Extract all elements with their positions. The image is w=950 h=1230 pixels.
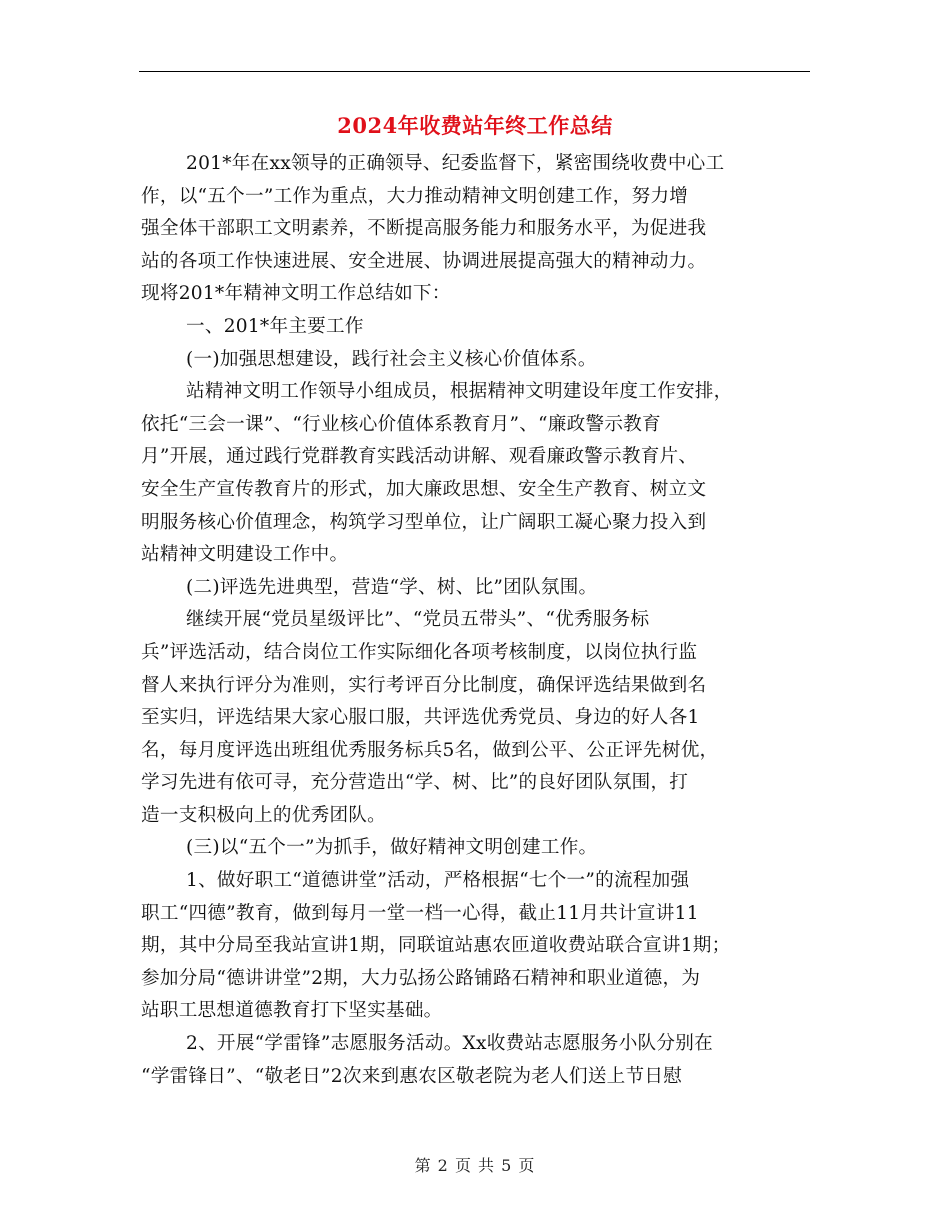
header-rule [139, 71, 810, 72]
paragraph-line: 学习先进有依可寻，充分营造出“学、树、比”的良好团队氛围，打 [141, 772, 689, 794]
document-title: 2024年收费站年终工作总结 [337, 113, 613, 138]
paragraph-line: 依托“三会一课”、“行业核心价值体系教育月”、“廉政警示教育 [141, 413, 661, 435]
paragraph-line: 现将201*年精神文明工作总结如下： [141, 283, 451, 305]
paragraph-line: 明服务核心价值理念，构筑学习型单位，让广阔职工凝心聚力投入到 [141, 511, 707, 533]
paragraph-line: 作，以“五个一”工作为重点，大力推动精神文明创建工作，努力增 [141, 185, 689, 207]
paragraph-line: 督人来执行评分为准则，实行考评百分比制度，确保评选结果做到名 [141, 674, 707, 696]
paragraph-line: 站的各项工作快速进展、安全进展、协调进展提高强大的精神动力。 [141, 250, 707, 272]
paragraph-line: 安全生产宣传教育片的形式，加大廉政思想、安全生产教育、树立文 [141, 478, 707, 500]
paragraph-line: 参加分局“德讲讲堂”2期，大力弘扬公路铺路石精神和职业道德，为 [141, 967, 701, 989]
paragraph-line: 站精神文明建设工作中。 [141, 544, 349, 566]
document-body [141, 148, 813, 1093]
paragraph-line: 强全体干部职工文明素养，不断提高服务能力和服务水平，为促进我 [141, 218, 707, 240]
paragraph-line: 2、开展“学雷锋”志愿服务活动。Xx收费站志愿服务小队分别在 [186, 1033, 713, 1055]
paragraph-line: 期，其中分局至我站宣讲1期，同联谊站惠农匝道收费站联合宣讲1期； [141, 935, 731, 957]
subsection-heading: (一)加强思想建设，践行社会主义核心价值体系。 [186, 348, 597, 370]
paragraph-line: 站精神文明工作领导小组成员，根据精神文明建设年度工作安排， [186, 381, 733, 403]
paragraph-line: 造一支积极向上的优秀团队。 [141, 804, 386, 826]
paragraph-line: 1、做好职工“道德讲堂”活动，严格根据“七个一”的流程加强 [186, 870, 690, 892]
paragraph-line: 站职工思想道德教育打下坚实基础。 [141, 1000, 443, 1022]
paragraph-line: “学雷锋日”、“敬老日”2次来到惠农区敬老院为老人们送上节日慰 [141, 1065, 683, 1087]
section-heading: 一、201*年主要工作 [186, 315, 364, 337]
page-number: 第 2 页 共 5 页 [414, 1156, 536, 1175]
paragraph-line: 月”开展，通过践行党群教育实践活动讲解、观看廉政警示教育片、 [141, 446, 698, 468]
paragraph-line: 继续开展“党员星级评比”、“党员五带头”、“优秀服务标 [186, 609, 650, 631]
paragraph-line: 名，每月度评选出班组优秀服务标兵5名，做到公平、公正评先树优， [141, 739, 719, 761]
paragraph-line: 兵”评选活动，结合岗位工作实际细化各项考核制度，以岗位执行监 [141, 641, 698, 663]
paragraph-line: 201*年在xx领导的正确领导、纪委监督下，紧密围绕收费中心工 [186, 153, 725, 174]
subsection-heading: (三)以“五个一”为抓手，做好精神文明创建工作。 [186, 837, 598, 859]
paragraph-line: 职工“四德”教育，做到每月一堂一档一心得，截止11月共计宣讲11 [141, 902, 699, 924]
subsection-heading: (二)评选先进典型，营造“学、树、比”团队氛围。 [186, 576, 598, 598]
paragraph-line: 至实归，评选结果大家心服口服，共评选优秀党员、身边的好人各1 [141, 707, 700, 729]
